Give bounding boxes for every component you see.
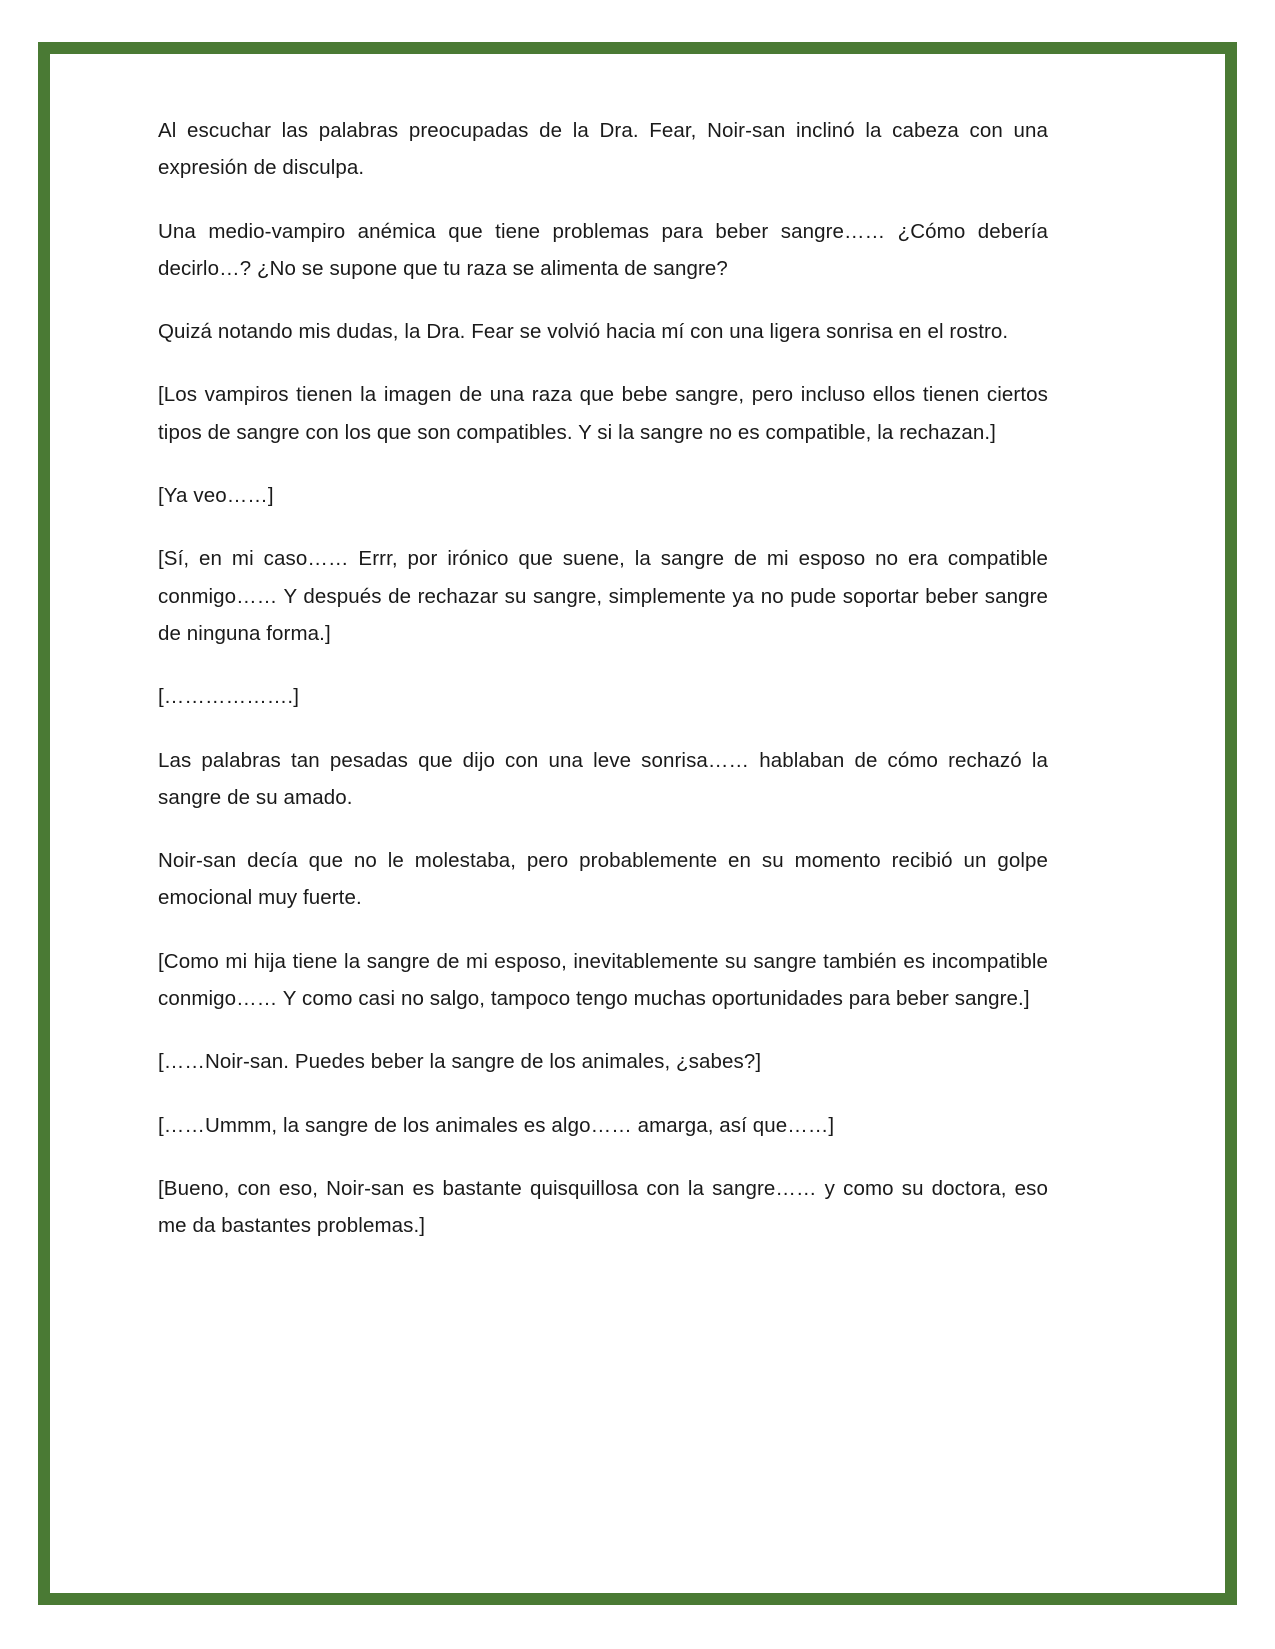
paragraph: [……Ummm, la sangre de los animales es algo…… amarga, así que……]: [158, 1113, 835, 1137]
paragraph: [……Noir-san. Puedes beber la sangre de los animales, ¿sabes?]: [158, 1050, 762, 1074]
paragraph: [Sí, en mi caso…… Errr, por irónico que suene, la sangre de mi esposo no era compatible conmigo…… Y después de rechazar su sangre, simplemente ya no pude soportar beber sangre de ninguna forma.]: [158, 547, 1048, 645]
paragraph: [Ya veo……]: [158, 484, 274, 508]
paragraph: Una medio-vampiro anémica que tiene problemas para beber sangre…… ¿Cómo debería decirlo…? ¿No se supone que tu raza se alimenta de sangre?: [158, 219, 1048, 280]
document-text-body: [158, 112, 1048, 1245]
paragraph: [……………….]: [158, 685, 299, 709]
page-border-frame: [38, 42, 1237, 1605]
paragraph: [Los vampiros tienen la imagen de una raza que bebe sangre, pero incluso ellos tienen ciertos tipos de sangre con los que son compatibles. Y si la sangre no es compatible, la rechazan.]: [158, 383, 1048, 444]
paragraph: Las palabras tan pesadas que dijo con una leve sonrisa…… hablaban de cómo rechazó la sangre de su amado.: [158, 748, 1048, 809]
paragraph: Quizá notando mis dudas, la Dra. Fear se volvió hacia mí con una ligera sonrisa en el rostro.: [158, 320, 1009, 344]
paragraph: Al escuchar las palabras preocupadas de la Dra. Fear, Noir-san inclinó la cabeza con una expresión de disculpa.: [158, 119, 1048, 180]
paragraph: Noir-san decía que no le molestaba, pero probablemente en su momento recibió un golpe emocional muy fuerte.: [158, 849, 1048, 910]
paragraph: [Bueno, con eso, Noir-san es bastante quisquillosa con la sangre…… y como su doctora, eso me da bastantes problemas.]: [158, 1176, 1048, 1238]
paragraph: [Como mi hija tiene la sangre de mi esposo, inevitablemente su sangre también es incompatible conmigo…… Y como casi no salgo, tampoco tengo muchas oportunidades para beber sangre.]: [158, 949, 1048, 1011]
